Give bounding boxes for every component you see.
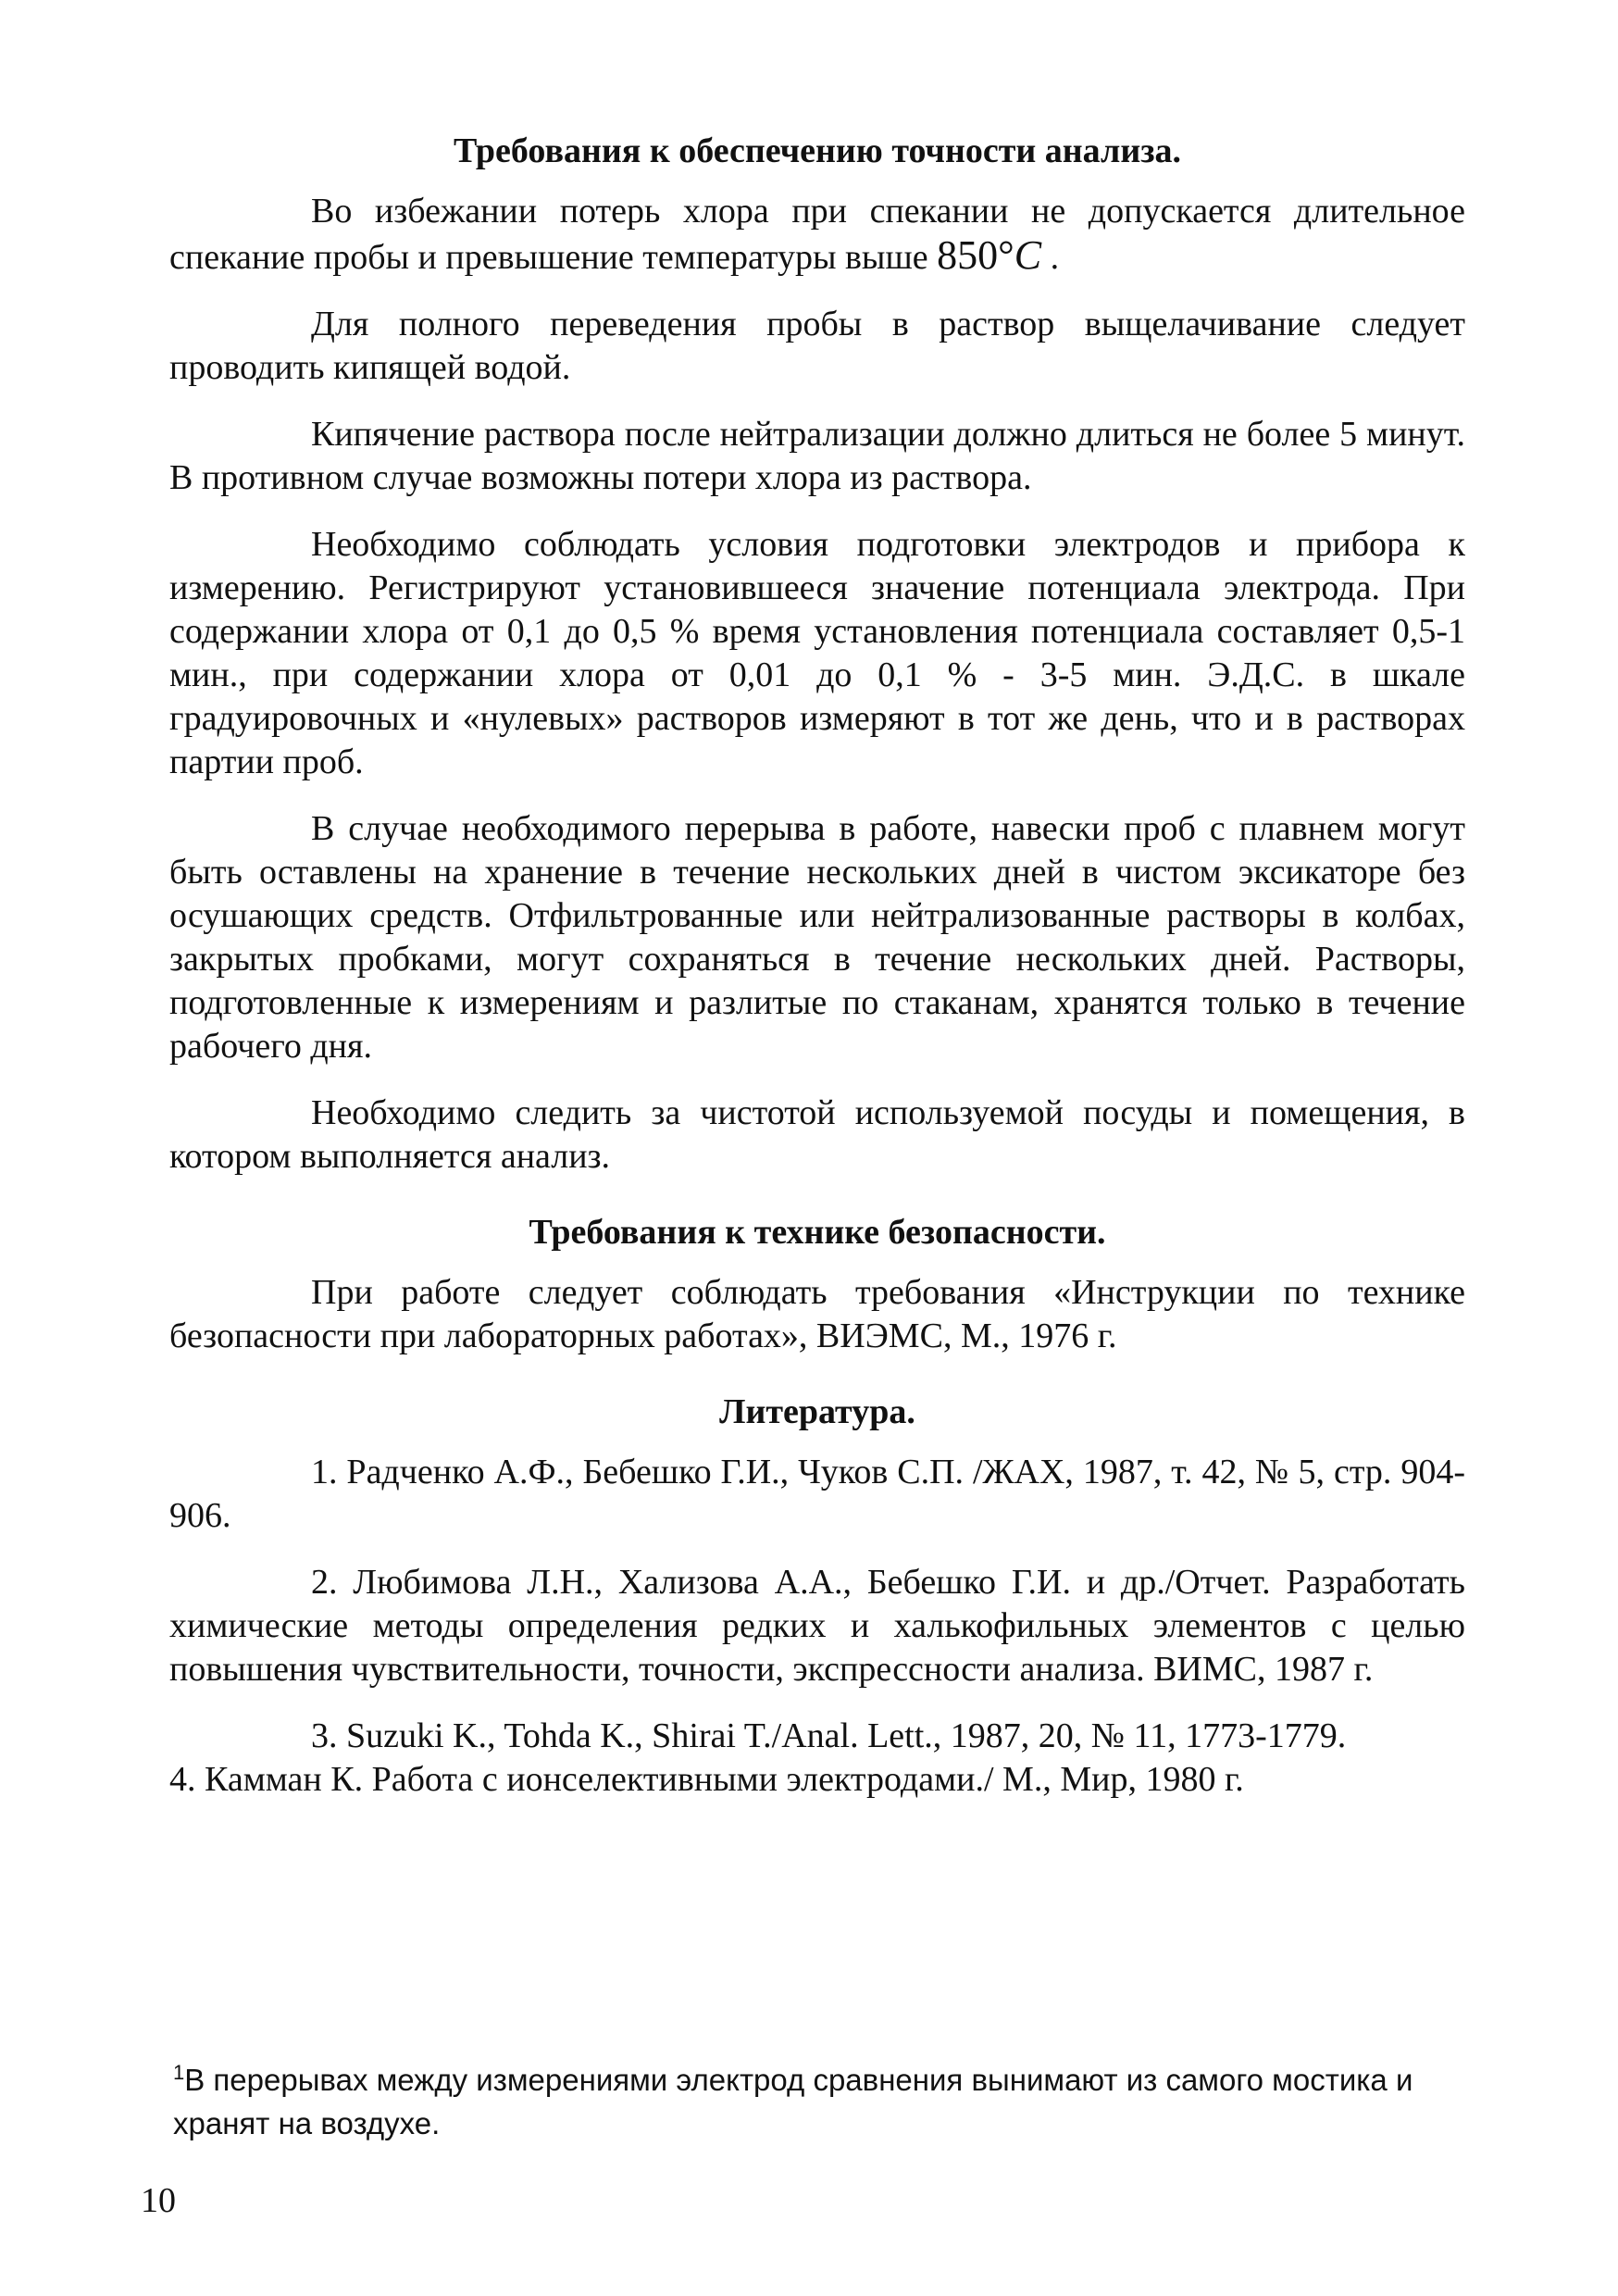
reference-item-1: 1. Радченко А.Ф., Бебешко Г.И., Чуков С.П. /ЖАХ, 1987, т. 42, № 5, стр. 904-906. xyxy=(169,1453,1465,1535)
paragraph-sintering xyxy=(169,190,1465,280)
footnote-mark: 1 xyxy=(173,2061,185,2084)
sentence-end: . xyxy=(1041,238,1060,277)
paragraph-storage: В случае необходимого перерыва в работе, навески проб с плавнем могут быть оставлены на хранение в течение нескольких дней в чистом эксикаторе без осушающих средств. Отфильтрованные или нейтрализованные растворы в колбах, закрытых пробками, могут сохраняться в течение нескольких дней. Растворы, подготовленные к измерениям и разлитые по стаканам, хранятся только в течение рабочего дня. xyxy=(169,809,1465,1066)
footnote xyxy=(173,2051,1441,2145)
footnote-text: В перерывах между измерениями электрод сравнения вынимают из самого мостика и хранят на воздухе. xyxy=(173,2063,1413,2140)
temperature-value xyxy=(937,232,1041,278)
page-body xyxy=(169,130,1465,1802)
temperature-number: 850 xyxy=(937,232,999,278)
temperature-unit: C xyxy=(1014,232,1042,278)
reference-item-2: 2. Любимова Л.Н., Хализова А.А., Бебешко Г.И. и др./Отчет. Разработать химические методы определения редких и халькофильных элементов с целью повышения чувствительности, точности, экспрессности анализа. ВИМС, 1987 г. xyxy=(169,1563,1465,1689)
reference-item-4: 4. Камман К. Работа с ионселективными электродами./ М., Мир, 1980 г. xyxy=(169,1760,1244,1799)
reference-item-3: 3. Suzuki K., Tohda K., Shirai T./Anal. Lett., 1987, 20, № 11, 1773-1779. xyxy=(311,1716,1347,1755)
section-title-accuracy: Требования к обеспечению точности анализа. xyxy=(454,131,1181,170)
section-title-safety: Требования к технике безопасности. xyxy=(529,1213,1106,1252)
page-number: 10 xyxy=(141,2181,176,2220)
paragraph-sintering-text: Во избежании потерь хлора при спекании не допускается длительное спекание пробы и превышение температуры выше xyxy=(169,192,1465,277)
paragraph-boiling: Кипячение раствора после нейтрализации должно длиться не более 5 минут. В противном случае возможны потери хлора из раствора. xyxy=(169,415,1465,497)
paragraph-safety: При работе следует соблюдать требования «Инструкции по технике безопасности при лабораторных работах», ВИЭМС, М., 1976 г. xyxy=(169,1273,1465,1355)
paragraph-electrodes: Необходимо соблюдать условия подготовки электродов и прибора к измерению. Регистрируют установившееся значение потенциала электрода. При содержании хлора от 0,1 до 0,5 % время установления потенциала составляет 0,5-1 мин., при содержании хлора от 0,01 до 0,1 % - 3-5 мин. Э.Д.С. в шкале градуировочных и «нулевых» растворов измеряют в тот же день, что и в растворах партии проб. xyxy=(169,525,1465,781)
section-title-literature: Литература. xyxy=(719,1392,915,1431)
degree-sign: ° xyxy=(998,232,1014,278)
paragraph-cleanliness: Необходимо следить за чистотой используемой посуды и помещения, в котором выполняется анализ. xyxy=(169,1093,1465,1176)
paragraph-leaching: Для полного переведения пробы в раствор выщелачивание следует проводить кипящей водой. xyxy=(169,305,1465,387)
